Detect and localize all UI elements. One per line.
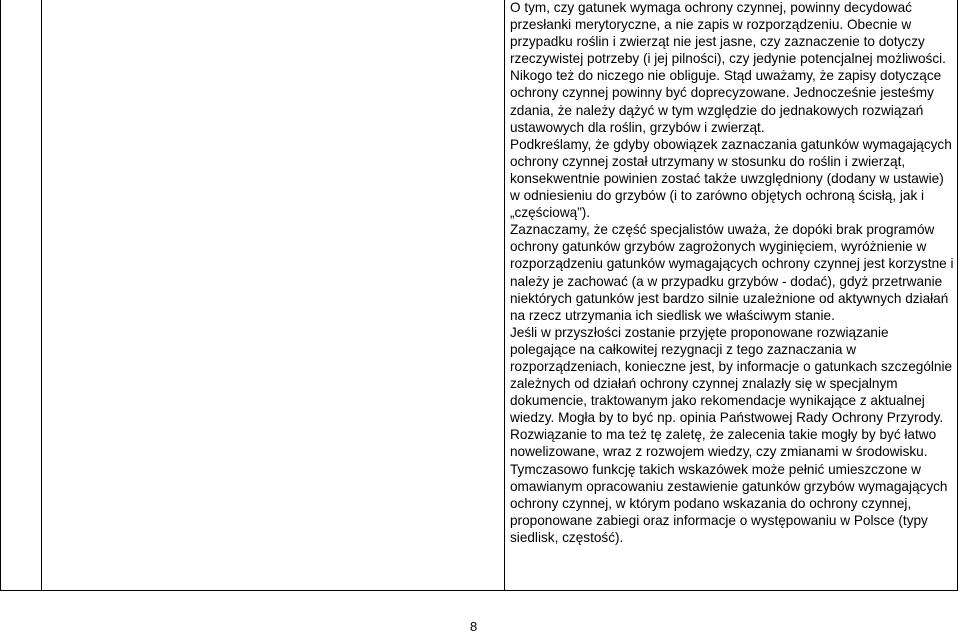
paragraph: O tym, czy gatunek wymaga ochrony czynnej, powinny decydować przesłanki merytoryczne, a nie zapis w rozporządzeniu. Obecnie w przypadku roślin i zwierząt nie jest jasne, czy zaznaczenie to dotyczy rzeczywistej potrzeby (i jej pilności), czy jedynie potencjalnej możliwości. Nikogo też do niczego nie obliguje. Stąd uważamy, że zapisy dotyczące ochrony czynnej powinny być doprecyzowane. Jednocześnie jesteśmy zdania, że należy dążyć w tym względzie do jednakowych rozwiązań ustawowych dla roślin, grzybów i zwierząt. — [510, 0, 946, 135]
paragraph: Zaznaczamy, że część specjalistów uważa, że dopóki brak programów ochrony gatunków grzybów zagrożonych wyginięciem, wyróżnienie w rozporządzeniu gatunków wymagających ochrony czynnej jest korzystne i należy je zachować (a w przypadku grzybów - dodać), gdyż przetrwanie niektórych gatunków jest bardzo silnie uzależnione od aktywnych działań na rzecz utrzymania ich siedlisk we właściwym stanie. — [510, 222, 954, 323]
paragraph: Podkreślamy, że gdyby obowiązek zaznaczania gatunków wymagających ochrony czynnej został utrzymany w stosunku do roślin i zwierząt, konsekwentnie powinien zostać także uwzględniony (dodany w ustawie) w odniesieniu do grzybów (i to zarówno objętych ochroną ścisłą, jak i „częściową”). — [510, 136, 952, 221]
table-column-divider — [41, 0, 42, 591]
paragraph: Jeśli w przyszłości zostanie przyjęte proponowane rozwiązanie polegające na całkowitej rezygnacji z tego zaznaczania w rozporządzeniach, konieczne jest, by informacje o gatunkach szczególnie zależnych od działań ochrony czynnej znalazły się w specjalnym dokumencie, traktowanym jako rekomendacje wynikające z aktualnej wiedzy. Mogła by to być np. opinia Państwowej Rady Ochrony Przyrody. Rozwiązanie to ma też tę zaletę, że zalecenia takie mogły by być łatwo nowelizowane, wraz z rozwojem wiedzy, czy zmianami w środowisku. Tymczasowo funkcję takich wskazówek może pełnić umieszczone w omawianym opracowaniu zestawienie gatunków grzybów wymagających ochrony czynnej, w którym podano wskazania do ochrony czynnej, proponowane zabiegi oraz informacje o występowaniu w Polsce (typy siedlisk, częstość). — [510, 324, 953, 545]
table-border-left — [0, 0, 1, 591]
page-number: 8 — [470, 619, 478, 634]
table-cell-comment — [510, 0, 954, 546]
table-column-divider — [504, 0, 505, 591]
